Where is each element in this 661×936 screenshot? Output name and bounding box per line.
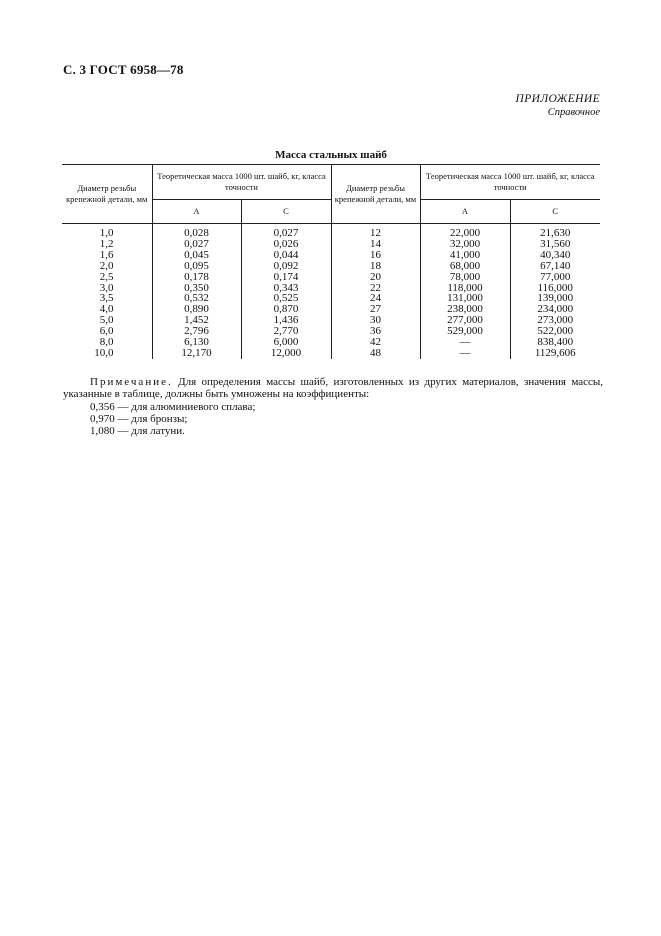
table-cell: 27 xyxy=(331,304,420,315)
table-cell: 12 xyxy=(331,224,420,239)
note-paragraph xyxy=(63,376,603,401)
header-mass: Теоретическая масса 1000 шт. шайб, кг, класса точности xyxy=(152,165,331,200)
table-title: Масса стальных шайб xyxy=(275,149,387,161)
table-row xyxy=(62,239,600,250)
table-cell: 5,0 xyxy=(99,314,114,327)
table-cell: 139,000 xyxy=(510,293,600,304)
table-row xyxy=(62,348,600,359)
table-cell: 0,178 xyxy=(152,272,241,283)
table-cell: 22,000 xyxy=(420,224,510,239)
table-cell: 1129,606 xyxy=(510,348,600,359)
header-class-c: С xyxy=(241,200,331,224)
table-cell: 0,532 xyxy=(152,293,241,304)
table-row xyxy=(62,224,600,239)
page-header: С. 3 ГОСТ 6958—78 xyxy=(63,62,184,77)
table-cell: 10,0 xyxy=(94,346,114,359)
table-cell: 522,000 xyxy=(510,326,600,337)
table-cell: 0,045 xyxy=(152,250,241,261)
table-cell: 42 xyxy=(331,337,420,348)
table-cell: 78,000 xyxy=(420,272,510,283)
table-cell: 77,000 xyxy=(510,272,600,283)
table-cell: 3,5 xyxy=(99,292,114,305)
table-cell: 1,452 xyxy=(152,315,241,326)
table-cell: 67,140 xyxy=(510,261,600,272)
table-cell: 0,044 xyxy=(241,250,331,261)
header-mass: Теоретическая масса 1000 шт. шайб, кг, класса точности xyxy=(420,165,600,200)
table-cell: 40,340 xyxy=(510,250,600,261)
table-cell: 48 xyxy=(331,348,420,359)
table-cell: 238,000 xyxy=(420,304,510,315)
coefficient-item: 0,356 — для алюминиевого сплава; xyxy=(90,400,256,413)
table-cell: 277,000 xyxy=(420,315,510,326)
table-cell: 0,027 xyxy=(241,224,331,239)
table-cell: 12,000 xyxy=(241,348,331,359)
header-class-c: С xyxy=(510,200,600,224)
coefficient-item: 0,970 — для бронзы; xyxy=(90,412,188,425)
table-cell: 118,000 xyxy=(420,283,510,294)
table-cell: 22 xyxy=(331,283,420,294)
appendix-label xyxy=(516,93,600,119)
appendix-title: ПРИЛОЖЕНИЕ xyxy=(515,93,600,105)
note-label: Примечание. xyxy=(90,376,173,388)
table-cell: — xyxy=(420,348,510,359)
appendix-subtitle: Справочное xyxy=(547,107,600,118)
table-cell: 32,000 xyxy=(420,239,510,250)
table-row xyxy=(62,283,600,294)
table-cell: 6,000 xyxy=(241,337,331,348)
table-cell: 2,0 xyxy=(99,259,114,272)
table-cell: 2,796 xyxy=(152,326,241,337)
table-cell: 0,350 xyxy=(152,283,241,294)
header-class-a: А xyxy=(152,200,241,224)
table-cell: 3,0 xyxy=(99,281,114,294)
table-cell: 1,0 xyxy=(99,227,114,239)
table-row xyxy=(62,304,600,315)
table-row xyxy=(62,326,600,337)
table-cell: 0,174 xyxy=(241,272,331,283)
table-body xyxy=(62,224,600,359)
header-class-a: А xyxy=(420,200,510,224)
table-cell: 116,000 xyxy=(510,283,600,294)
table-row xyxy=(62,250,600,261)
table-cell: 36 xyxy=(331,326,420,337)
table-cell: 12,170 xyxy=(152,348,241,359)
table-cell: 0,027 xyxy=(152,239,241,250)
note-text: Для определения массы шайб, изготовленных из других материалов, значения массы, указанные в таблице, должны быть умножены на коэффициенты: xyxy=(63,376,604,401)
table-cell: 20 xyxy=(331,272,420,283)
table-cell: 838,400 xyxy=(510,337,600,348)
table-cell: 18 xyxy=(331,261,420,272)
table-cell: 4,0 xyxy=(99,303,114,316)
table-cell: 0,525 xyxy=(241,293,331,304)
table-cell: 0,870 xyxy=(241,304,331,315)
table-cell: 0,095 xyxy=(152,261,241,272)
table-cell: 1,6 xyxy=(99,248,114,261)
table-cell: 21,630 xyxy=(510,224,600,239)
table-cell: 6,0 xyxy=(99,325,114,338)
table-cell: 529,000 xyxy=(420,326,510,337)
note xyxy=(63,376,603,437)
table-cell: 0,890 xyxy=(152,304,241,315)
coefficient-item: 1,080 — для латуни. xyxy=(90,425,185,438)
washer-mass-table xyxy=(62,164,600,359)
table-cell: 0,026 xyxy=(241,239,331,250)
table-cell: 273,000 xyxy=(510,315,600,326)
table-cell: — xyxy=(420,337,510,348)
table-row xyxy=(62,293,600,304)
table-cell: 31,560 xyxy=(510,239,600,250)
table-cell: 14 xyxy=(331,239,420,250)
table-row xyxy=(62,315,600,326)
table-cell: 68,000 xyxy=(420,261,510,272)
table-cell: 2,5 xyxy=(99,270,114,283)
table-cell: 6,130 xyxy=(152,337,241,348)
table-cell: 2,770 xyxy=(241,326,331,337)
table-cell: 1,2 xyxy=(99,237,114,250)
table-cell: 234,000 xyxy=(510,304,600,315)
table-cell: 41,000 xyxy=(420,250,510,261)
table-cell: 0,028 xyxy=(152,224,241,239)
table-cell: 1,436 xyxy=(241,315,331,326)
table-row xyxy=(62,337,600,348)
table-cell: 24 xyxy=(331,293,420,304)
table-cell: 131,000 xyxy=(420,293,510,304)
table-cell: 0,092 xyxy=(241,261,331,272)
table-cell: 8,0 xyxy=(99,336,114,349)
header-diameter: Диаметр резьбы крепежной детали, мм xyxy=(331,165,420,224)
table-cell: 16 xyxy=(331,250,420,261)
table-row xyxy=(62,261,600,272)
table-cell: 30 xyxy=(331,315,420,326)
table-row xyxy=(62,272,600,283)
table-cell: 0,343 xyxy=(241,283,331,294)
header-diameter: Диаметр резьбы крепежной детали, мм xyxy=(62,165,152,224)
